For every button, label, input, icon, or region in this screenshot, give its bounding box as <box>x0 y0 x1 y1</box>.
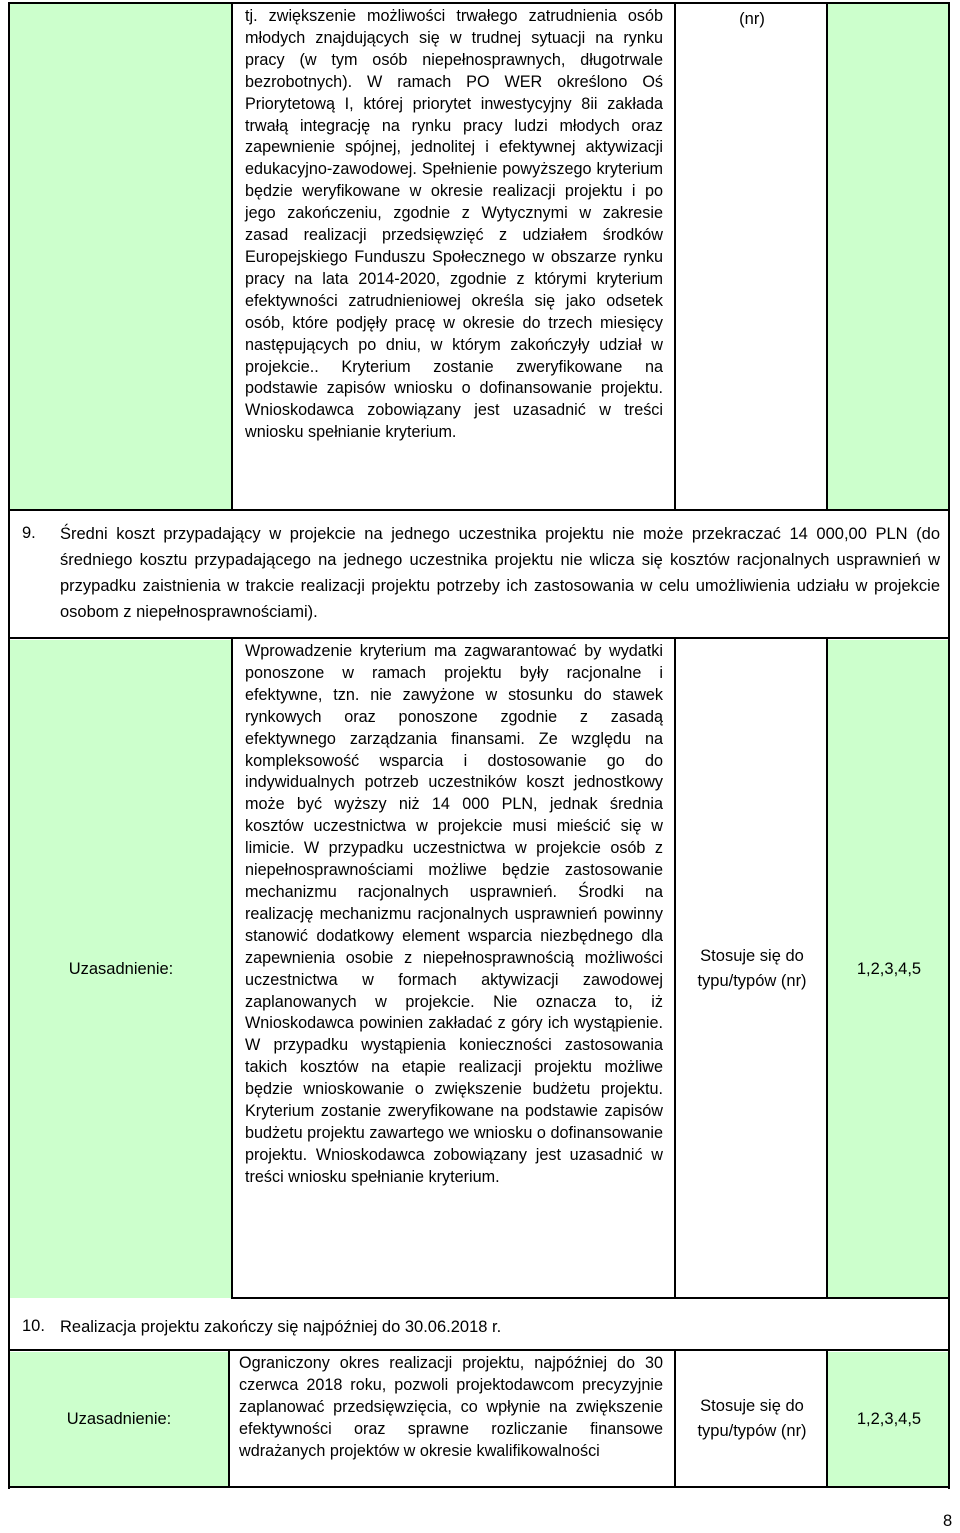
row-top-label-cell <box>10 3 232 510</box>
criterion10-justification: Ograniczony okres realizacji projektu, najpóźniej do 30 czerwca 2018 roku, pozwoli projektodawcom precyzyjnie zaplanować przedsięwzięcia, co wpłynie na zwiększenie efektywności oraz sprawne rozliczanie finansowe wdrażanych projektów w okresie kwalifikowalności <box>239 1354 663 1460</box>
border-row1-bottom <box>8 509 950 511</box>
criterion10-label: Uzasadnienie: <box>66 1409 172 1428</box>
criterion10-types: 1,2,3,4,5 <box>856 1409 922 1428</box>
criterion9-applies: Stosuje się do typu/typów (nr) <box>697 947 807 990</box>
criterion9-label: Uzasadnienie: <box>68 959 174 978</box>
col1-sep-top <box>231 2 233 511</box>
border-top <box>8 2 950 4</box>
border-crit9-just-bottom <box>232 1297 950 1299</box>
section1-applies: (nr) <box>739 9 765 28</box>
border-crit10-header-bottom <box>8 1349 950 1351</box>
col3-sep-bottom <box>826 1349 828 1488</box>
col1-sep-mid <box>231 637 233 1299</box>
border-left <box>8 2 10 1489</box>
criterion10-text: Realizacja projektu zakończy się najpóźniej do 30.06.2018 r. <box>60 1318 502 1336</box>
border-crit9-header-bottom <box>8 637 950 639</box>
col2-sep-mid <box>674 637 676 1299</box>
border-bottom <box>8 1486 950 1488</box>
col3-sep-mid <box>826 637 828 1299</box>
row-top-types-cell <box>828 3 950 510</box>
col1-sep-bottom <box>228 1349 230 1488</box>
criterion9-justification: Wprowadzenie kryterium ma zagwarantować by wydatki ponoszone w ramach projektu były racjonalne i efektywne, tzn. nie zawyżone w stosunku do stawek rynkowych oraz ponoszone zgodnie z zasadą efektywnego zarządzania finansami. Ze względu na kompleksowość wsparcia i dostosowanie go do indywidualnych potrzeb uczestników koszt jednostkowy może być wyższy niż 14 000 PLN, jednak średnia kosztów uczestnictwa w projekcie musi mieścić się w limicie. W przypadku uczestnictwa w projekcie osób z niepełnosprawnościami możliwe będzie zastosowanie mechanizmu racjonalnych usprawnień. Środki na realizację mechanizmu racjonalnych usprawnień powinny stanowić dodatkowy element wsparcia niezbędnego dla zapewnienia osobie z niepełnosprawnością możliwości uczestnictwa w formach aktywizacji zawodowej zaplanowanych w projekcie. Nie oznacza to, iż Wnioskodawca powinien zakładać z góry ich wystąpienie. W przypadku wystąpienia konieczności zastosowania takich kosztów na etapie realizacji projektu możliwe będzie wnioskowanie o zwiększenie budżetu projektu. Kryterium zostanie zweryfikowane na podstawie zapisów budżetu projektu zawartego we wniosku o dofinansowanie projektu. Wnioskodawca zobowiązany jest uzasadnić w treści wniosku spełnianie kryterium. <box>245 642 663 1186</box>
criterion10-applies: Stosuje się do typu/typów (nr) <box>697 1397 807 1440</box>
criterion10-number: 10. <box>22 1317 45 1335</box>
col2-sep-top <box>674 2 676 511</box>
col3-sep-top <box>826 2 828 511</box>
section1-description: tj. zwiększenie możliwości trwałego zatrudnienia osób młodych znajdujących się w trudnej sytuacji na rynku pracy (w tym osób niepełnosprawnych, długotrwale bezrobotnych). W ramach PO WER określono Oś Priorytetową I, której priorytet inwestycyjny 8ii zakłada trwałą integrację na rynku pracy ludzi młodych oraz zapewnienie spójnej, jednolitej i efektywnej aktywizacji edukacyjno-zawodowej. Spełnienie powyższego kryterium będzie weryfikowane w okresie realizacji projektu i po jego zakończeniu, zgodnie z Wytycznymi w zakresie zasad realizacji przedsięwzięć z udziałem środków Europejskiego Funduszu Społecznego w obszarze rynku pracy na lata 2014-2020, zgodnie z którymi kryterium efektywności zatrudnieniowej określa się jako odsetek osób, które podjęły pracę w okresie do trzech miesięcy następujących po dniu, w którym zakończyły udział w projekcie.. Kryterium zostanie zweryfikowane na podstawie zapisów wniosku o dofinansowanie projektu. Wnioskodawca zobowiązany jest uzasadnić w treści wniosku spełnianie kryterium. <box>245 7 663 442</box>
criterion9-types: 1,2,3,4,5 <box>856 959 922 978</box>
col2-sep-bottom <box>674 1349 676 1488</box>
criterion9-text: Średni koszt przypadający w projekcie na jednego uczestnika projektu nie może przekraczać 14 000,00 PLN (do średniego kosztu przypadającego na jednego uczestnika projektu nie wlicza się kosztów racjonalnych usprawnień w przypadku zaistnienia w trakcie realizacji projektu potrzeby ich zastosowania w celu umożliwienia udziału w projekcie osobom z niepełnosprawnościami). <box>60 525 940 621</box>
border-right <box>948 2 950 1489</box>
criterion9-number: 9. <box>22 524 36 542</box>
page-number: 8 <box>943 1512 953 1530</box>
